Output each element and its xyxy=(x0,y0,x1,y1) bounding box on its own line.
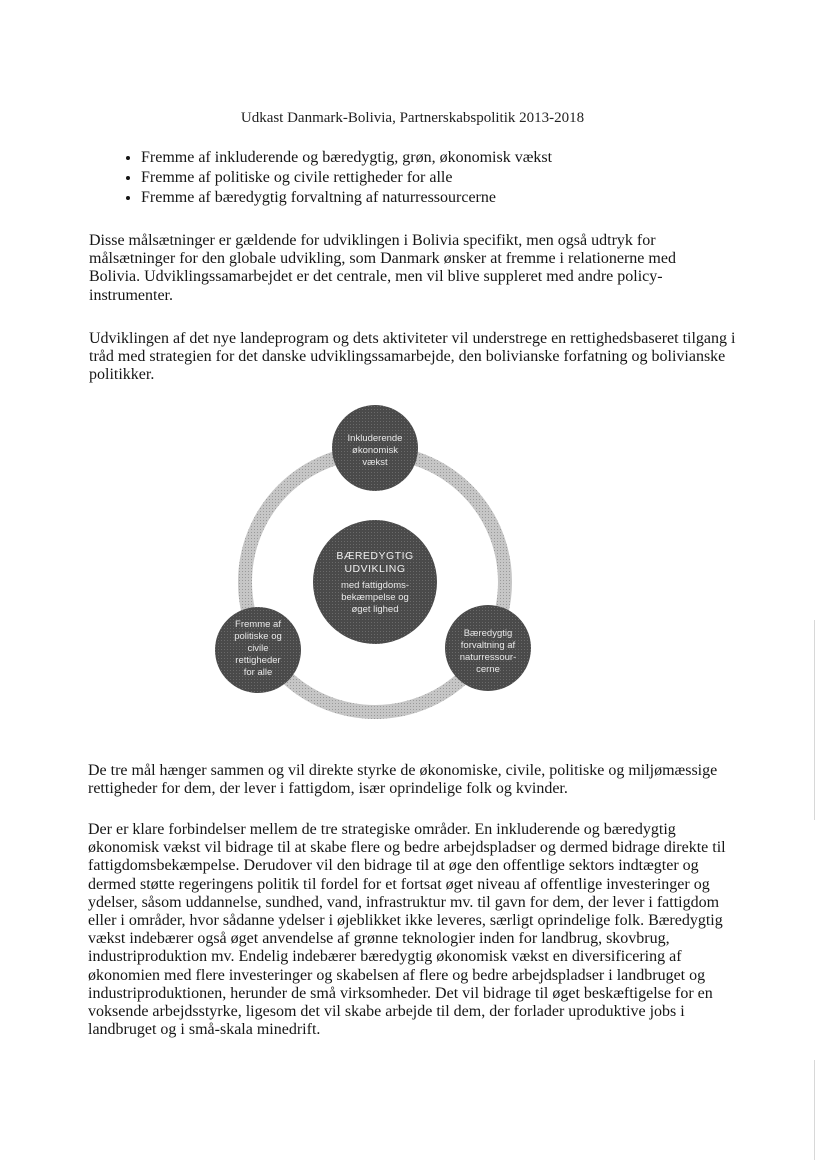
node-resources-line: Bæredygtig xyxy=(463,628,513,639)
goal-item: • Fremme af inkluderende og bæredygtig, grøn, økonomisk vækst xyxy=(141,148,741,168)
node-resources-line: naturressour- xyxy=(459,652,517,663)
node-growth-line: økonomisk xyxy=(352,445,398,456)
node-rights-line: rettigheder xyxy=(235,655,281,666)
node-growth xyxy=(332,405,418,491)
node-rights xyxy=(215,607,301,693)
center-sub-line: med fattigdoms- xyxy=(340,580,410,591)
node-rights-line: for alle xyxy=(243,667,273,678)
center-sub-line: øget lighed xyxy=(351,604,399,615)
node-growth-line: Inkluderende xyxy=(347,433,403,444)
center-node xyxy=(313,520,437,644)
center-sub-line: bekæmpelse og xyxy=(341,592,409,603)
paragraph-objectives: Disse målsætninger er gældende for udviklingen i Bolivia specifikt, men også udtryk for målsætninger for den globale udvikling, som Danmark ønsker at fremme i relationerne med Bolivia. Udviklingssamarbejdet er det centrale, men vil blive suppleret med andre policy-instrumenter. xyxy=(89,232,676,304)
paragraph-strategic-links: Der er klare forbindelser mellem de tre strategiske områder. En inkluderende og bæredygtig økonomisk vækst vil bidrage til at skabe flere og bedre arbejdspladser og dermed bidrage direkte til fattigdomsbekæmpelse. Derudover vil den bidrage til at øge den offentlige sektors indtægter og dermed støtte regeringens politik til fordel for et fortsat øget niveau af offentlige investeringer og ydelser, såsom uddannelse, sundhed, vand, infrastruktur mv. til gavn for dem, der lever i fattigdom eller i områder, hvor sådanne ydelser i øjeblikket ikke leveres, særligt oprindelige folk. Bæredygtig vækst indebærer også øget anvendelse af grønne teknologier inden for landbrug, skovbrug, industriproduktion mv. Endelig indebærer bæredygtig økonomisk vækst en diversificering af økonomien med flere investeringer og skabelsen af flere og bedre arbejdspladser i landbruget og industriproduktionen, herunder de små virksomheder. Det vil bidrage til øget beskæftigelse for en voksende arbejdsstyrke, ligesom det vil skabe arbejde til dem, der forlader uproduktive jobs i landbruget og i små-skala minedrift. xyxy=(88,821,726,1039)
diagram-svg xyxy=(200,400,550,730)
page-header: Udkast Danmark-Bolivia, Partnerskabspolitik 2013-2018 xyxy=(240,110,585,126)
goal-item: • Fremme af bæredygtig forvaltning af naturressourcerne xyxy=(141,188,741,208)
node-resources-line: cerne xyxy=(476,664,500,675)
scan-margin-line xyxy=(814,1060,815,1160)
paragraph-linked-goals: De tre mål hænger sammen og vil direkte styrke de økonomiske, civile, politiske og miljømæssige rettigheder for dem, der lever i fattigdom, især oprindelige folk og kvinder. xyxy=(88,762,718,798)
scan-margin-line xyxy=(814,620,815,820)
center-title-line: UDVIKLING xyxy=(344,563,406,575)
node-growth-line: vækst xyxy=(362,457,388,468)
goal-item: • Fremme af politiske og civile rettigheder for alle xyxy=(141,168,741,188)
node-rights-line: civile xyxy=(247,643,269,654)
goals-list xyxy=(88,148,741,208)
node-resources xyxy=(445,605,531,691)
node-rights-line: politiske og xyxy=(234,631,282,642)
paragraph-rights-approach: Udviklingen af det nye landeprogram og dets aktiviteter vil understrege en rettighedsbaseret tilgang i tråd med strategien for det danske udviklingssamarbejde, den bolivianske forfatning og bolivianske politikker. xyxy=(89,330,736,384)
sustainable-development-diagram xyxy=(200,400,550,730)
node-rights-line: Fremme af xyxy=(235,619,281,630)
node-resources-line: forvaltning af xyxy=(460,640,516,651)
center-title-line: BÆREDYGTIG xyxy=(336,550,414,562)
